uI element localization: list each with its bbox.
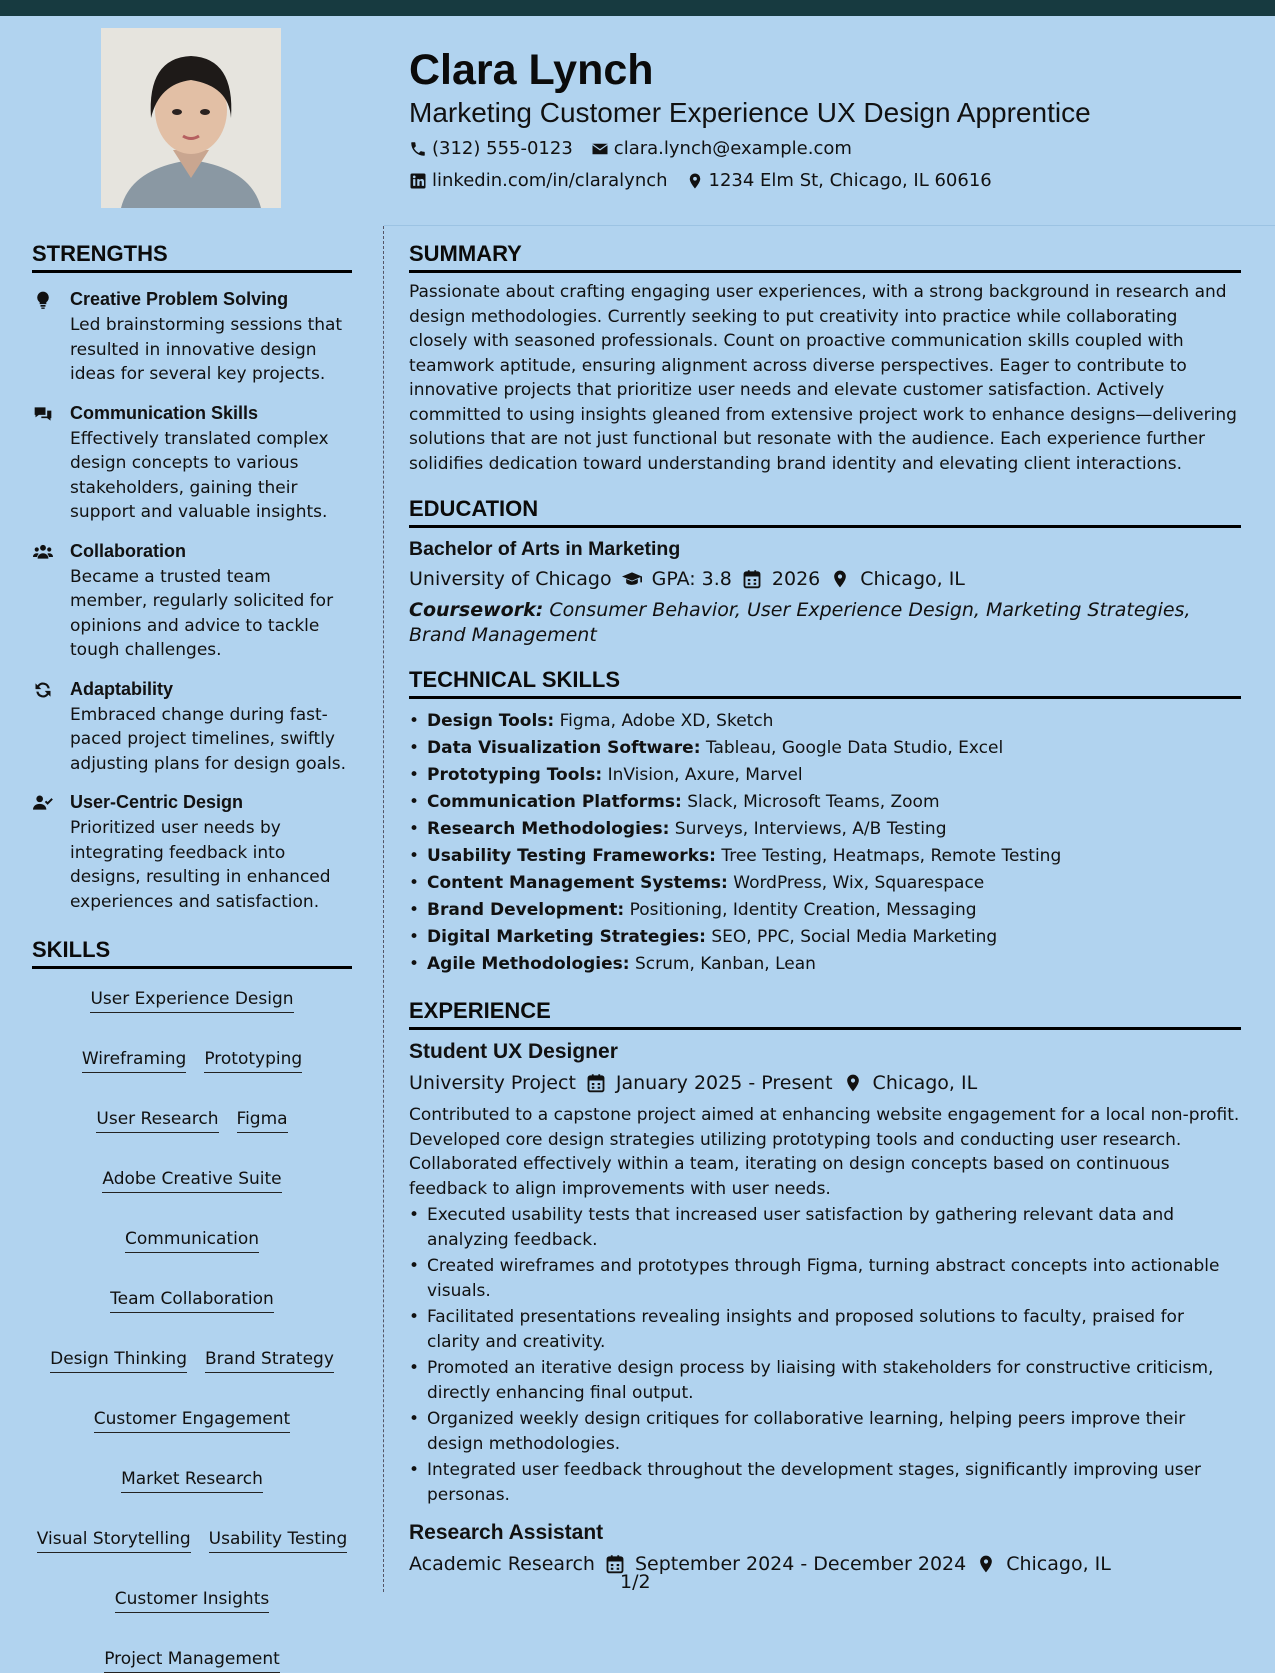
- strength-item: [32, 401, 352, 525]
- skill-tag: Prototyping: [204, 1047, 302, 1073]
- list-item: • Prototyping Tools: InVision, Axure, Marvel: [409, 762, 1241, 789]
- strength-desc: Became a trusted team member, regularly solicited for opinions and advice to tackle tough challenges.: [70, 566, 334, 660]
- job-dates: September 2024 - December 2024: [634, 1553, 967, 1575]
- technical-skills-list: [409, 708, 1241, 978]
- skill-tag: Wireframing: [82, 1047, 186, 1073]
- list-item: • Data Visualization Software: Tableau, Google Data Studio, Excel: [409, 735, 1241, 762]
- list-item: • Promoted an iterative design process by liaising with stakeholders for constructive criticism, directly enhancing final output.: [409, 1356, 1241, 1405]
- list-item: • Research Methodologies: Surveys, Interviews, A/B Testing: [409, 816, 1241, 843]
- list-item: • Created wireframes and prototypes through Figma, turning abstract concepts into actionable visuals.: [409, 1254, 1241, 1303]
- strength-desc: Effectively translated complex design concepts to various stakeholders, gaining their support and valuable insights.: [70, 428, 329, 522]
- page-number: 1/2: [620, 1571, 651, 1593]
- skill-tag: Design Thinking: [50, 1347, 187, 1373]
- skill-tag: User Research: [96, 1107, 218, 1133]
- job-meta: [409, 1551, 1241, 1577]
- header-divider: [384, 225, 1275, 226]
- job-bullets: [409, 1203, 1241, 1507]
- gpa: GPA: 3.8: [651, 568, 732, 590]
- skill-tag: Brand Strategy: [205, 1347, 334, 1373]
- list-item: • Executed usability tests that increased user satisfaction by gathering relevant data and analyzing feedback.: [409, 1203, 1241, 1252]
- list-item: • Integrated user feedback throughout the development stages, significantly improving user personas.: [409, 1458, 1241, 1507]
- education-location: Chicago, IL: [860, 568, 965, 590]
- summary-text: Passionate about crafting engaging user experiences, with a strong background in research and design methodologies. Currently seeking to put creativity into practice while collaborating closely with seasoned professionals. Count on proactive communication skills coupled with teamwork aptitude, ensuring alignment across diverse perspectives. Eager to contribute to innovative projects that prioritize user needs and elevate customer satisfaction. Actively committed to using insights gleaned from extensive project work to enhance designs—delivering solutions that are not just functional but resonate with the audience. Each experience further solidifies dedication toward understanding brand identity and elevating client interactions.: [409, 282, 1237, 474]
- top-bar: [0, 0, 1275, 16]
- education-meta: [409, 566, 1241, 592]
- email[interactable]: [591, 137, 852, 161]
- phone-icon: [409, 140, 427, 158]
- strength-desc: Led brainstorming sessions that resulted in innovative design ideas for several key projects.: [70, 315, 343, 384]
- profile-photo: [101, 28, 281, 208]
- map-marker-icon: [843, 1073, 863, 1093]
- list-item: • Organized weekly design critiques for collaborative learning, helping peers improve their design methodologies.: [409, 1407, 1241, 1456]
- users-icon: [32, 542, 54, 562]
- strength-item: [32, 287, 352, 387]
- address-text: 1234 Elm St, Chicago, IL 60616: [708, 170, 992, 191]
- map-marker-icon: [686, 172, 704, 190]
- school: University of Chicago: [409, 568, 612, 590]
- skill-tag: Usability Testing: [209, 1527, 348, 1553]
- skill-tag: Customer Insights: [115, 1587, 269, 1613]
- job-org: University Project: [409, 1072, 576, 1094]
- email-text[interactable]: clara.lynch@example.com: [613, 138, 852, 159]
- envelope-icon: [591, 140, 609, 158]
- left-column: [32, 240, 352, 1673]
- job-location: Chicago, IL: [872, 1072, 978, 1094]
- grad-year: 2026: [771, 568, 821, 590]
- job-role: Research Assistant: [409, 1521, 604, 1544]
- skill-tag: Figma: [237, 1107, 288, 1133]
- job-org: Academic Research: [409, 1553, 595, 1575]
- strength-item: [32, 677, 352, 777]
- job-description: Contributed to a capstone project aimed at enhancing website engagement for a local non-profit. Developed core design strategies utilizing prototyping tools and conducting user research. Collaborated effectively within a team, iterating on design concepts based on continuous feedback to align improvements with user needs.: [409, 1105, 1240, 1199]
- address: [686, 169, 992, 193]
- sync-icon: [32, 680, 54, 700]
- coursework: [409, 598, 1241, 647]
- strength-title: Communication Skills: [70, 402, 259, 423]
- map-marker-icon: [830, 569, 850, 589]
- skill-tag: Team Collaboration: [110, 1287, 274, 1313]
- education-heading: EDUCATION: [409, 495, 1241, 528]
- coursework-label: Coursework:: [409, 599, 544, 621]
- strength-item: [32, 539, 352, 663]
- right-column: [409, 240, 1241, 1577]
- skill-tag: Visual Storytelling: [37, 1527, 191, 1553]
- experience-heading: EXPERIENCE: [409, 997, 1241, 1030]
- skill-tag: Adobe Creative Suite: [102, 1167, 281, 1193]
- comments-icon: [32, 404, 54, 424]
- coursework-text: Consumer Behavior, User Experience Design, Marketing Strategies, Brand Management: [409, 599, 1191, 646]
- list-item: • Facilitated presentations revealing insights and proposed solutions to faculty, praised for clarity and creativity.: [409, 1305, 1241, 1354]
- strength-title: Creative Problem Solving: [70, 289, 289, 309]
- profile-photo-illustration: [101, 28, 281, 208]
- list-item: • Usability Testing Frameworks: Tree Testing, Heatmaps, Remote Testing: [409, 843, 1241, 870]
- calendar-icon: [586, 1073, 606, 1093]
- list-item: • Design Tools: Figma, Adobe XD, Sketch: [409, 708, 1241, 735]
- strength-desc: Prioritized user needs by integrating feedback into designs, resulting in enhanced experiences and satisfaction.: [70, 818, 331, 912]
- strength-title: User-Centric Design: [70, 792, 244, 812]
- strength-item: [32, 790, 352, 914]
- linkedin-text[interactable]: linkedin.com/in/claralynch: [432, 170, 668, 191]
- job-location: Chicago, IL: [1006, 1553, 1111, 1575]
- contact-row-1: [409, 137, 1249, 161]
- candidate-title: Marketing Customer Experience UX Design Apprentice: [409, 97, 1091, 128]
- header: [409, 44, 1249, 193]
- list-item: • Content Management Systems: WordPress, Wix, Squarespace: [409, 870, 1241, 897]
- phone: [409, 137, 573, 161]
- skill-tag: Market Research: [121, 1467, 263, 1493]
- list-item: • Digital Marketing Strategies: SEO, PPC, Social Media Marketing: [409, 924, 1241, 951]
- list-item: • Communication Platforms: Slack, Microsoft Teams, Zoom: [409, 789, 1241, 816]
- list-item: • Brand Development: Positioning, Identity Creation, Messaging: [409, 897, 1241, 924]
- column-divider: [383, 226, 384, 1592]
- degree: Bachelor of Arts in Marketing: [409, 538, 681, 560]
- job-dates: January 2025 - Present: [615, 1072, 833, 1094]
- summary-heading: SUMMARY: [409, 240, 1241, 273]
- strength-title: Adaptability: [70, 678, 174, 699]
- graduation-cap-icon: [622, 569, 642, 589]
- calendar-icon: [742, 569, 762, 589]
- strength-desc: Embraced change during fast-paced project timelines, swiftly adjusting plans for design goals.: [70, 704, 347, 774]
- user-check-icon: [32, 793, 54, 813]
- candidate-name: Clara Lynch: [409, 46, 654, 94]
- linkedin-icon: [409, 172, 427, 190]
- skill-tag: Customer Engagement: [94, 1407, 290, 1433]
- phone-text: (312) 555-0123: [432, 138, 573, 159]
- job-meta: [409, 1070, 1241, 1096]
- skill-tag: Project Management: [104, 1647, 280, 1673]
- strengths-heading: STRENGTHS: [32, 240, 352, 273]
- skill-tag: Communication: [125, 1227, 259, 1253]
- technical-skills-heading: TECHNICAL SKILLS: [409, 666, 1241, 699]
- skills-heading: SKILLS: [32, 936, 352, 969]
- list-item: • Agile Methodologies: Scrum, Kanban, Lean: [409, 951, 1241, 978]
- strength-title: Collaboration: [70, 540, 186, 561]
- contact-row-2: [409, 169, 1249, 193]
- job-role: Student UX Designer: [409, 1040, 618, 1063]
- skills-list: [32, 987, 352, 1673]
- map-marker-icon: [976, 1554, 996, 1574]
- skill-tag: User Experience Design: [90, 987, 293, 1013]
- lightbulb-icon: [32, 290, 54, 310]
- linkedin[interactable]: [409, 169, 668, 193]
